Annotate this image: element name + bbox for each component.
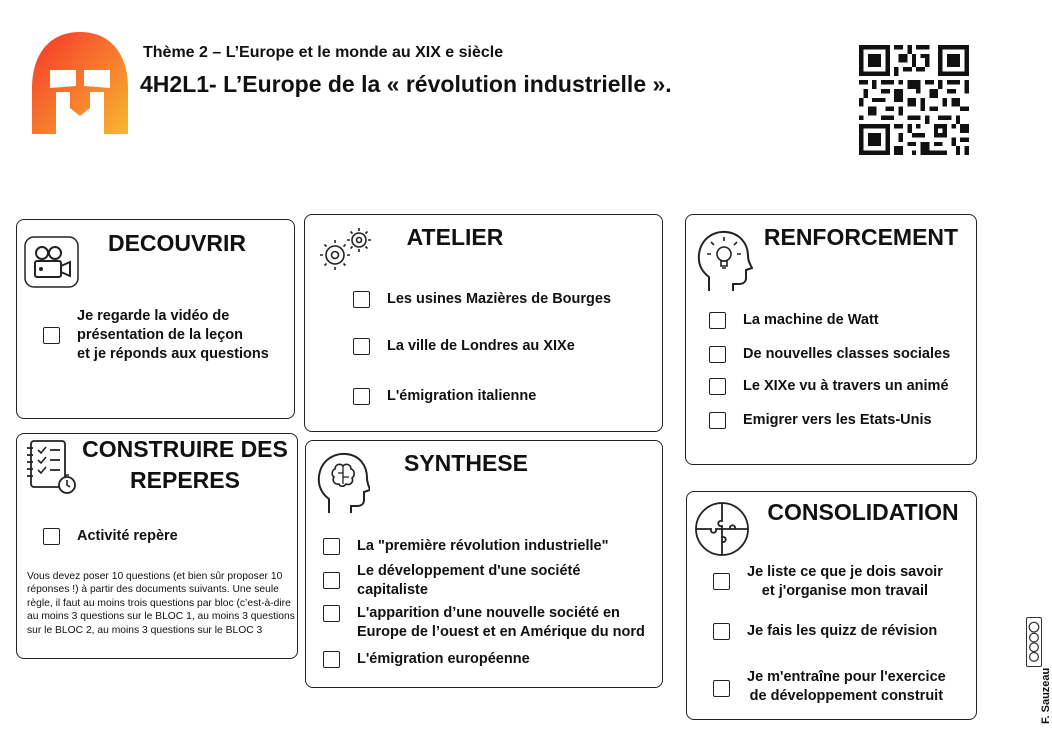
task-label: La ville de Londres au XIXe (387, 338, 575, 354)
task-label: Le XIXe vu à travers un animé (743, 378, 949, 394)
task-item[interactable] (323, 562, 580, 600)
task-label: L'émigration européenne (357, 651, 530, 667)
task-label: Je liste ce que je dois savoir et j'organise mon travail (747, 564, 943, 599)
task-item[interactable] (323, 650, 530, 669)
task-label: L'émigration italienne (387, 388, 537, 404)
video-camera-icon (24, 236, 79, 288)
task-item[interactable] (43, 307, 269, 364)
card-atelier (304, 214, 663, 432)
helmet-logo (28, 30, 132, 138)
task-checkbox[interactable] (353, 388, 370, 405)
task-label: Le développement d'une société capitaliste (357, 563, 581, 598)
checklist-timer-icon (23, 438, 77, 496)
task-item[interactable] (323, 604, 645, 642)
task-item[interactable] (353, 387, 536, 406)
task-checkbox[interactable] (323, 538, 340, 555)
task-item[interactable] (709, 411, 932, 430)
task-item[interactable] (709, 345, 950, 364)
task-item[interactable] (709, 377, 949, 396)
card-reperes (16, 433, 298, 659)
puzzle-icon (694, 501, 750, 557)
task-label: La "première révolution industrielle" (357, 538, 609, 554)
task-label: L'apparition d’une nouvelle société en Europe de l’ouest et en Amérique du nord (357, 605, 645, 640)
task-item[interactable] (43, 527, 178, 546)
card-title: CONSOLIDATION (767, 499, 959, 525)
task-item[interactable] (713, 668, 946, 706)
card-consolidation (686, 491, 977, 720)
theme-title: Thème 2 – L’Europe et le monde au XIX e siècle (143, 44, 504, 61)
task-item[interactable] (709, 311, 879, 330)
gears-icon (317, 226, 375, 272)
task-label: Je m'entraîne pour l'exercice de développement construit (747, 669, 946, 704)
task-checkbox[interactable] (709, 346, 726, 363)
task-checkbox[interactable] (43, 327, 60, 344)
task-label: Je fais les quizz de révision (747, 623, 938, 639)
card-title: SYNTHESE (404, 450, 528, 476)
task-item[interactable] (323, 537, 608, 556)
creative-commons-icon (1026, 617, 1042, 667)
task-checkbox[interactable] (713, 680, 730, 697)
task-checkbox[interactable] (323, 651, 340, 668)
card-title: CONSTRUIRE DES REPERES (82, 436, 288, 493)
card-renforcement (685, 214, 977, 465)
qr-code-icon[interactable] (859, 45, 969, 155)
task-label: Activité repère (77, 528, 178, 544)
task-label: Je regarde la vidéo de présentation de la leçon et je réponds aux questions (77, 308, 269, 362)
author-credit: F. Sauzeau (1040, 667, 1052, 724)
task-checkbox[interactable] (709, 378, 726, 395)
head-brain-icon (316, 449, 370, 515)
lesson-title: 4H2L1- L’Europe de la « révolution industrielle ». (140, 71, 672, 97)
task-checkbox[interactable] (353, 291, 370, 308)
task-item[interactable] (353, 290, 611, 309)
card-decouvrir (16, 219, 295, 419)
card-title: DECOUVRIR (107, 230, 246, 256)
card-title: RENFORCEMENT (763, 224, 959, 250)
task-checkbox[interactable] (353, 338, 370, 355)
task-checkbox[interactable] (709, 412, 726, 429)
task-label: La machine de Watt (743, 312, 879, 328)
task-checkbox[interactable] (323, 605, 340, 622)
instructions-text: Vous devez poser 10 questions (et bien sûr proposer 10 réponses !) à partir des documents suivants. Une seule règle, il faut au moins trois questions par bloc (c’est-à-dire au moins 3 questions sur le BLOC 1, au moins 3 questions sur le BLOC 2, au moins 3 questions sur le BLOC 3 (27, 571, 295, 636)
task-item[interactable] (353, 337, 575, 356)
task-checkbox[interactable] (323, 572, 340, 589)
task-checkbox[interactable] (713, 623, 730, 640)
task-item[interactable] (713, 622, 937, 641)
task-checkbox[interactable] (709, 312, 726, 329)
card-title: ATELIER (406, 224, 504, 250)
task-label: Les usines Mazières de Bourges (387, 291, 612, 307)
task-label: De nouvelles classes sociales (743, 346, 951, 362)
card-synthese (305, 440, 663, 688)
task-checkbox[interactable] (43, 528, 60, 545)
task-item[interactable] (713, 563, 943, 601)
task-checkbox[interactable] (713, 573, 730, 590)
task-label: Emigrer vers les Etats-Unis (743, 412, 932, 428)
head-lightbulb-icon (695, 227, 753, 293)
